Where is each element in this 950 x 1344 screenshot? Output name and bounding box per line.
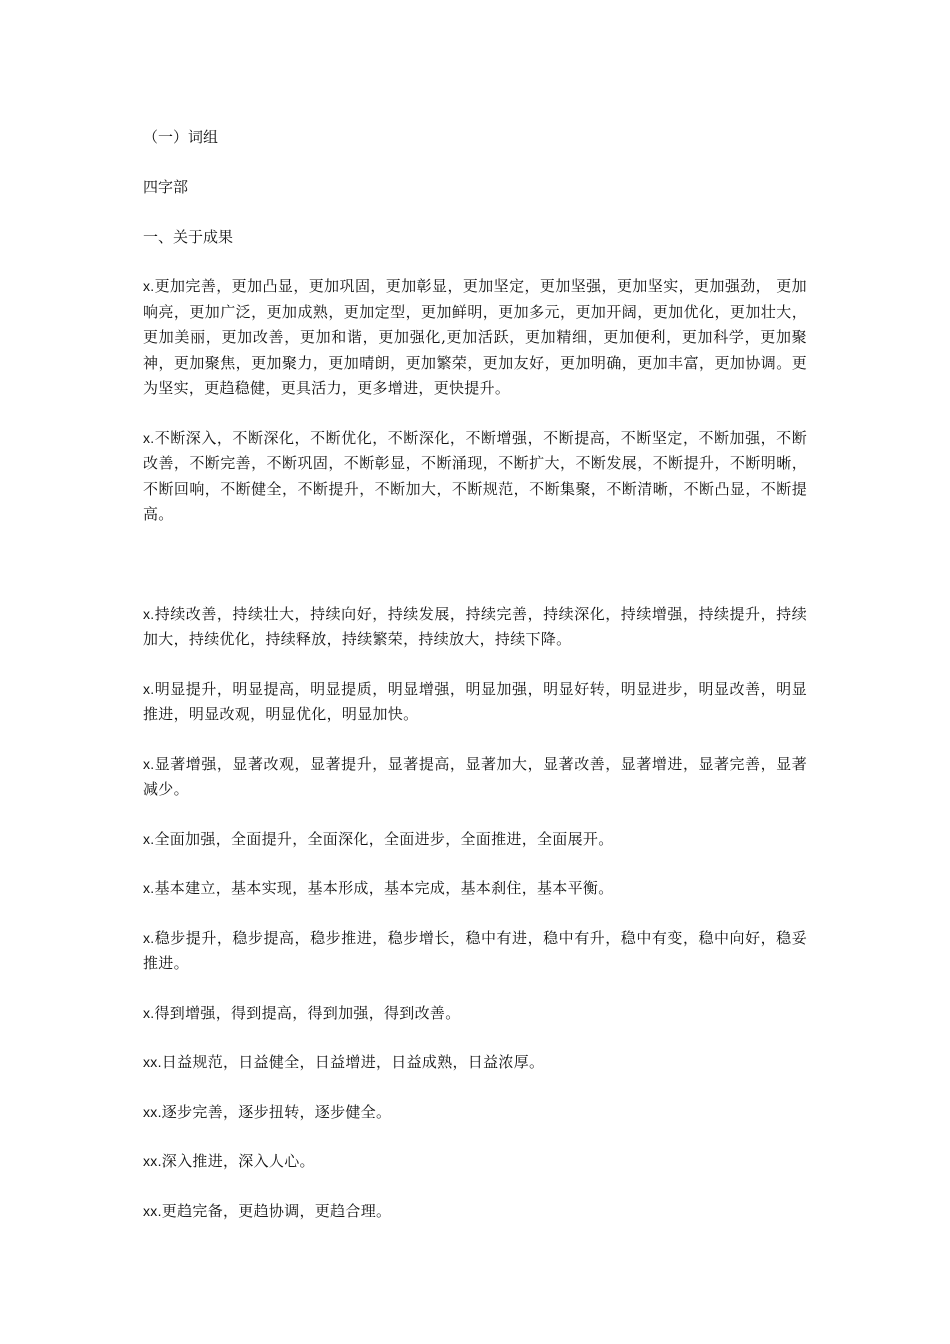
blank-spacer xyxy=(143,552,807,602)
paragraph-text: 得到增强，得到提高，得到加强，得到改善。 xyxy=(154,1003,461,1022)
paragraph xyxy=(143,677,807,728)
paragraph-number: x. xyxy=(143,278,155,294)
paragraph xyxy=(143,827,807,853)
paragraph-text: 更趋完备，更趋协调，更趋合理。 xyxy=(161,1201,392,1220)
paragraph xyxy=(143,1100,807,1126)
paragraph xyxy=(143,926,807,977)
paragraph xyxy=(143,602,807,653)
paragraph-number: x. xyxy=(143,680,155,697)
paragraph xyxy=(143,1199,807,1225)
paragraph xyxy=(143,1149,807,1175)
paragraph-text: 更加完善，更加凸显，更加巩固，更加彰显，更加坚定，更加坚强，更加坚实，更加强劲， 更加响亮，更加广泛，更加成熟，更加定型，更加鲜明，更加多元，更加开阔，更加优化，更加壮大，更加美丽，更加改善，更加和谐，更加强化,更加活跃，更加精细，更加便利，更加科学，更加聚神，更加聚焦，更加聚力，更加晴朗，更加繁荣，更加友好，更加明确，更加丰富，更加协调。更为坚实，更趋稳健，更具活力，更多增进，更快提升。 xyxy=(143,277,807,397)
paragraph-number: xx. xyxy=(143,1103,162,1120)
paragraph xyxy=(143,274,807,402)
paragraph xyxy=(143,1001,807,1027)
paragraph-text: 基本建立，基本实现，基本形成，基本完成，基本刹住，基本平衡。 xyxy=(154,879,614,897)
paragraph-text: 显著增强，显著改观，显著提升，显著提高，显著加大，显著改善，显著增进，显著完善，显著减少。 xyxy=(143,754,807,798)
paragraph-number: x. xyxy=(143,755,155,772)
paragraph xyxy=(143,876,807,902)
paragraph-number: x. xyxy=(143,830,155,847)
paragraph-number: x. xyxy=(143,929,155,946)
paragraph-text: 深入推进，深入人心。 xyxy=(161,1152,315,1170)
section-title: （一）词组 xyxy=(143,128,219,146)
paragraph-number: x. xyxy=(143,605,155,622)
paragraph-number: x. xyxy=(143,1004,155,1021)
document-body xyxy=(143,124,807,1248)
paragraph xyxy=(143,752,807,803)
paragraph-text: 稳步提升，稳步提高，稳步推进，稳步增长，稳中有进，稳中有升，稳中有变，稳中向好，稳妥推进。 xyxy=(143,928,807,972)
paragraph-text: 逐步完善，逐步扭转，逐步健全。 xyxy=(161,1102,392,1121)
paragraph-text: 持续改善，持续壮大，持续向好，持续发展，持续完善，持续深化，持续增强，持续提升，持续加大，持续优化，持续释放，持续繁荣，持续放大，持续下降。 xyxy=(143,604,807,648)
topic-title: 一、关于成果 xyxy=(143,228,234,246)
paragraph xyxy=(143,1050,807,1076)
paragraph-number: x. xyxy=(143,880,155,896)
subsection-title: 四字部 xyxy=(143,178,189,196)
paragraph-number: x. xyxy=(143,429,155,446)
paragraph-text: 明显提升，明显提高，明显提质，明显增强，明显加强，明显好转，明显进步，明显改善，明显推进，明显改观，明显优化，明显加快。 xyxy=(143,679,807,723)
paragraph-text: 不断深入，不断深化，不断优化，不断深化，不断增强，不断提高，不断坚定，不断加强，不断改善，不断完善，不断巩固，不断彰显，不断涌现，不断扩大，不断发展，不断提升，不断明晰，不断回响，不断健全，不断提升，不断加大，不断规范，不断集聚，不断清晰，不断凸显，不断提高。 xyxy=(143,428,807,523)
paragraph-text: 日益规范，日益健全，日益增进，日益成熟，日益浓厚。 xyxy=(161,1053,545,1071)
paragraph-number: xx. xyxy=(143,1054,162,1070)
paragraph-text: 全面加强，全面提升，全面深化，全面进步，全面推进，全面展开。 xyxy=(154,829,614,848)
paragraph-number: xx. xyxy=(143,1153,162,1169)
paragraph xyxy=(143,426,807,528)
paragraph-number: xx. xyxy=(143,1202,162,1219)
